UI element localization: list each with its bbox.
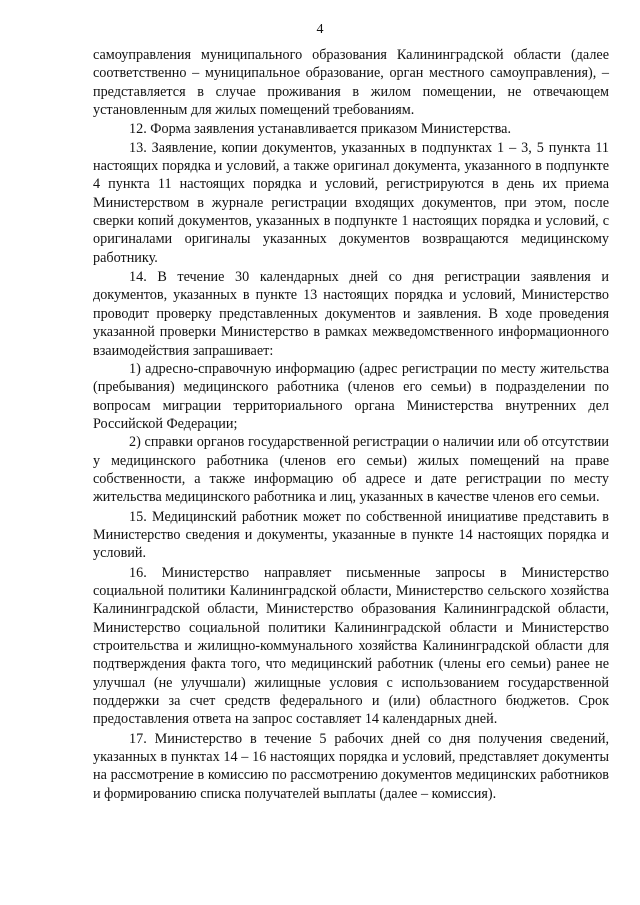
paragraph-14-item-1: 1) адресно-справочную информацию (адрес регистрации по месту жительства (пребывания) медицинского работника (членов его семьи) в подразделении по вопросам миграции территориального органа Министерства внутренних дел Российской Федерации; xyxy=(93,360,609,432)
paragraph-14-item-2: 2) справки органов государственной регистрации о наличии или об отсутствии у медицинского работника (членов его семьи) жилых помещений на праве собственности, а также информацию об адресе и дате регистрации по месту жительства медицинского работника и лиц, указанных в качестве членов его семьи. xyxy=(93,434,609,506)
paragraph-13: 13. Заявление, копии документов, указанных в подпунктах 1 – 3, 5 пункта 11 настоящих порядка и условий, а также оригинал документа, указанного в подпункте 4 пункта 11 настоящих порядка и условий, регистрируются в день их приема Министерством в журнале регистрации входящих документов, при этом, после сверки копий документов, указанных в подпункте 1 настоящих порядка и условий, с оригиналами оригиналы указанных документов возвращаются медицинскому работнику. xyxy=(93,139,609,266)
page-number: 4 xyxy=(316,22,324,37)
paragraph-15: 15. Медицинский работник может по собственной инициативе представить в Министерство сведения и документы, указанные в пункте 14 настоящих порядка и условий. xyxy=(93,508,609,562)
paragraph-continuation: самоуправления муниципального образования Калининградской области (далее соответственно – муниципальное образование, орган местного самоуправления), – представляется в случае проживания в жилом помещении, не отвечающем установленным для жилых помещений требованиям. xyxy=(93,47,609,119)
paragraph-16: 16. Министерство направляет письменные запросы в Министерство социальной политики Калининградской области, Министерство сельского хозяйства Калининградской области, Министерство образования Калининградской области, Министерство социальной политики Калининградской области и Министерство строительства и жилищно-коммунального хозяйства Калининградской области для подтверждения факта того, что медицинский работник (члены его семьи) ранее не улучшал (не улучшали) жилищные условия с использованием государственной поддержки за счет средств федерального и (или) областного бюджетов. Срок предоставления ответа на запрос составляет 14 календарных дней. xyxy=(93,564,609,728)
paragraph-12: 12. Форма заявления устанавливается приказом Министерства. xyxy=(129,121,512,138)
document-body xyxy=(93,46,609,803)
paragraph-14: 14. В течение 30 календарных дней со дня регистрации заявления и документов, указанных в пункте 13 настоящих порядка и условий, Министерство проводит проверку представленных документов и заявления. В ходе проведения указанной проверки Министерство в рамках межведомственного информационного взаимодействия запрашивает: xyxy=(93,269,609,359)
paragraph-17: 17. Министерство в течение 5 рабочих дней со дня получения сведений, указанных в пунктах 14 – 16 настоящих порядка и условий, представляет документы на рассмотрение в комиссию по рассмотрению документов медицинских работников и формированию списка получателей выплаты (далее – комиссия). xyxy=(93,730,609,802)
